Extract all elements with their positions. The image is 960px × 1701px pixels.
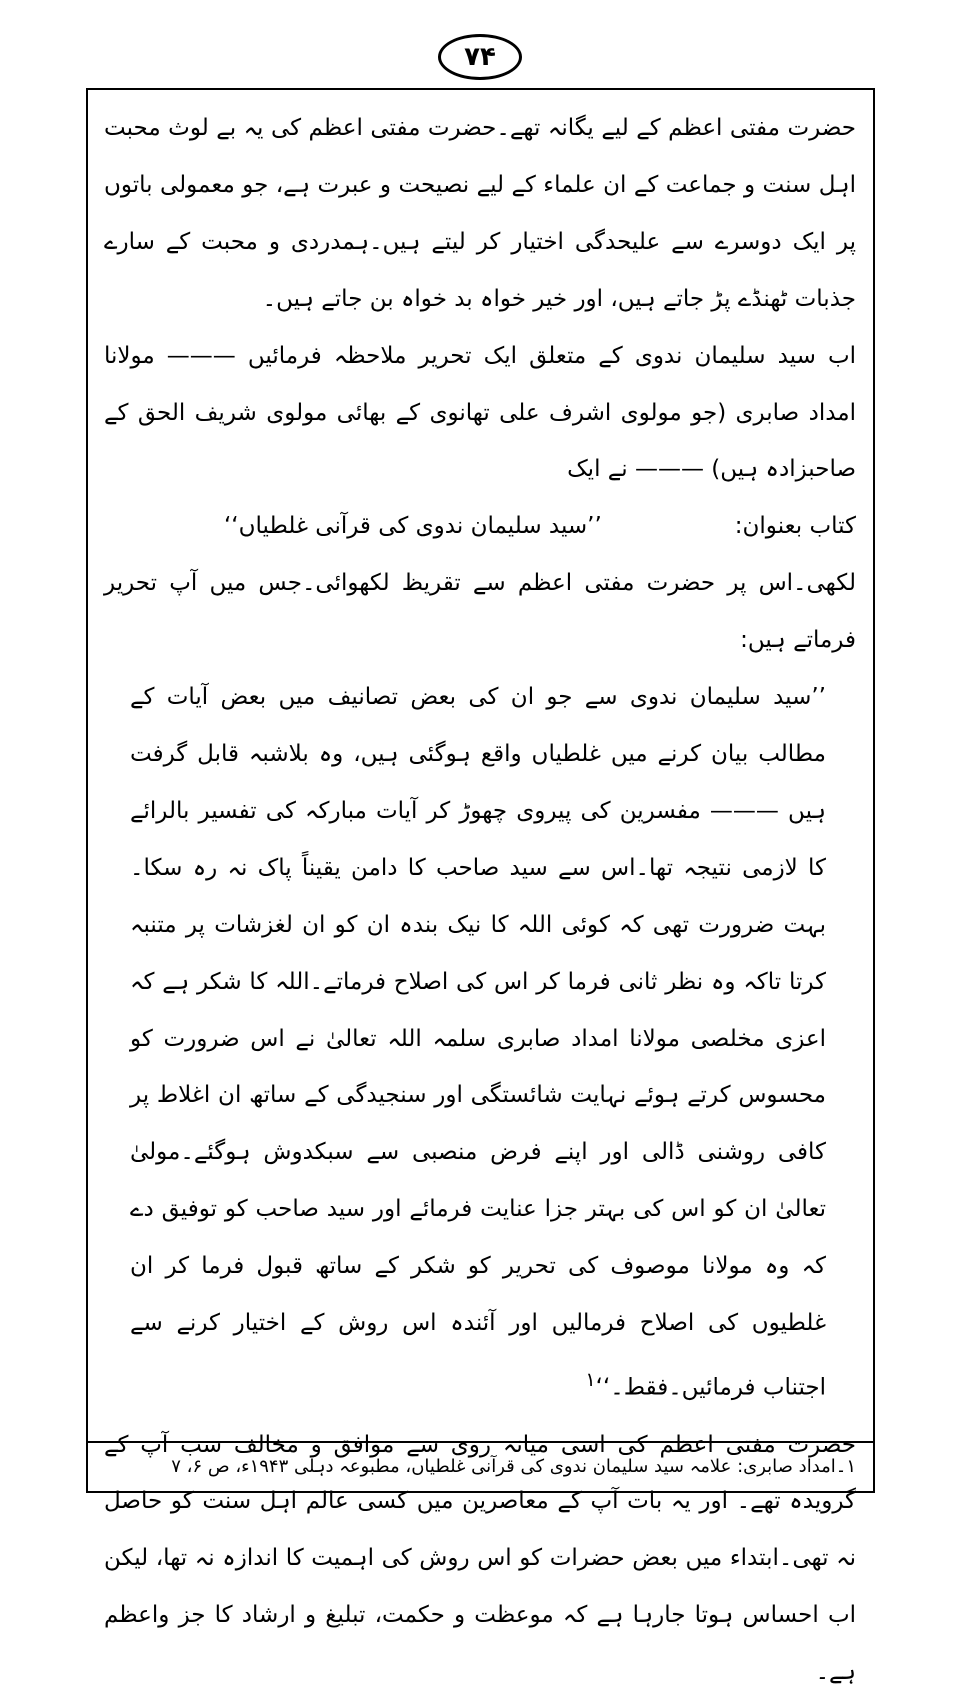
footnote: ۱۔امداد صابری: علامہ سید سلیمان ندوی کی قرآنی غلطیاں، مطبوعہ دہلی ۱۹۴۳ء، ص ۶، ۷: [104, 1448, 856, 1486]
page-number-text: ۷۴: [464, 42, 496, 72]
paragraph-4: لکھی۔اس پر حضرت مفتی اعظم سے تقریظ لکھوائی۔جس میں آپ تحریر فرماتے ہیں:: [104, 555, 856, 669]
paragraph-5: حضرت مفتی اعظم کی اسی میانہ روی سے موافق و مخالف سب آپ کے گرویدہ تھے۔ اور یہ بات آپ کے معاصرین میں کسی عالم اہل سنت کو حاصل نہ تھی۔ابتداء میں بعض حضرات کو اس روش کی اہمیت کا اندازہ نہ تھا، لیکن اب احساس ہوتا جارہا ہے کہ موعظت و حکمت، تبلیغ و ارشاد کا جز واعظم ہے۔: [104, 1417, 856, 1701]
paragraph-2: اب سید سلیمان ندوی کے متعلق ایک تحریر ملاحظہ فرمائیں ——— مولانا امداد صابری (جو مولوی اشرف علی تھانوی کے بھائی مولوی شریف الحق کے صاحبزادہ ہیں) ——— نے ایک: [104, 328, 856, 499]
paragraph-1: حضرت مفتی اعظم کے لیے یگانہ تھے۔حضرت مفتی اعظم کی یہ بے لوث محبت اہل سنت و جماعت کے ان علماء کے لیے نصیحت و عبرت ہے، جو معمولی باتوں پر ایک دوسرے سے علیحدگی اختیار کر لیتے ہیں۔ہمدردی و محبت کے سارے جذبات ٹھنڈے پڑ جاتے ہیں، اور خیر خواہ بد خواہ بن جاتے ہیں۔: [104, 100, 856, 328]
book-title-line: [104, 498, 856, 555]
footnote-marker: ۱: [585, 1368, 595, 1391]
quotation: [130, 669, 826, 1416]
quotation-text: ’’سید سلیمان ندوی سے جو ان کی بعض تصانیف میں بعض آیات کے مطالب بیان کرنے میں غلطیاں واقع ہوگئی ہیں، وہ بلاشبہ قابل گرفت ہیں ——— مفسرین کی پیروی چھوڑ کر آیات مبارکہ کی تفسیر بالرائے کا لازمی نتیجہ تھا۔اس سے سید صاحب کا دامن یقیناً پاک نہ رہ سکا۔بہت ضرورت تھی کہ کوئی اللہ کا نیک بندہ ان کو ان لغزشات پر متنبہ کرتا تاکہ وہ نظر ثانی فرما کر اس کی اصلاح فرماتے۔اللہ کا شکر ہے کہ اعزی مخلصی مولانا امداد صابری سلمہ اللہ تعالیٰ نے اس ضرورت کو محسوس کرتے ہوئے نہایت شائستگی اور سنجیدگی کے ساتھ ان اغلاط پر کافی روشنی ڈالی اور اپنے فرض منصبی سے سبکدوش ہوگئے۔مولیٰ تعالیٰ ان کو اس کی بہتر جزا عنایت فرمائے اور سید صاحب کو توفیق دے کہ وہ مولانا موصوف کی تحریر کو شکر کے ساتھ قبول فرما کر ان غلطیوں کی اصلاح فرمالیں اور آئندہ اس روش کے اختیار کرنے سے اجتناب فرمائیں۔فقط۔‘‘: [130, 684, 826, 1401]
book-title-label: کتاب بعنوان:: [735, 498, 856, 555]
page-number: [438, 34, 522, 80]
book-title: ’’سید سلیمان ندوی کی قرآنی غلطیاں‘‘: [224, 498, 602, 555]
